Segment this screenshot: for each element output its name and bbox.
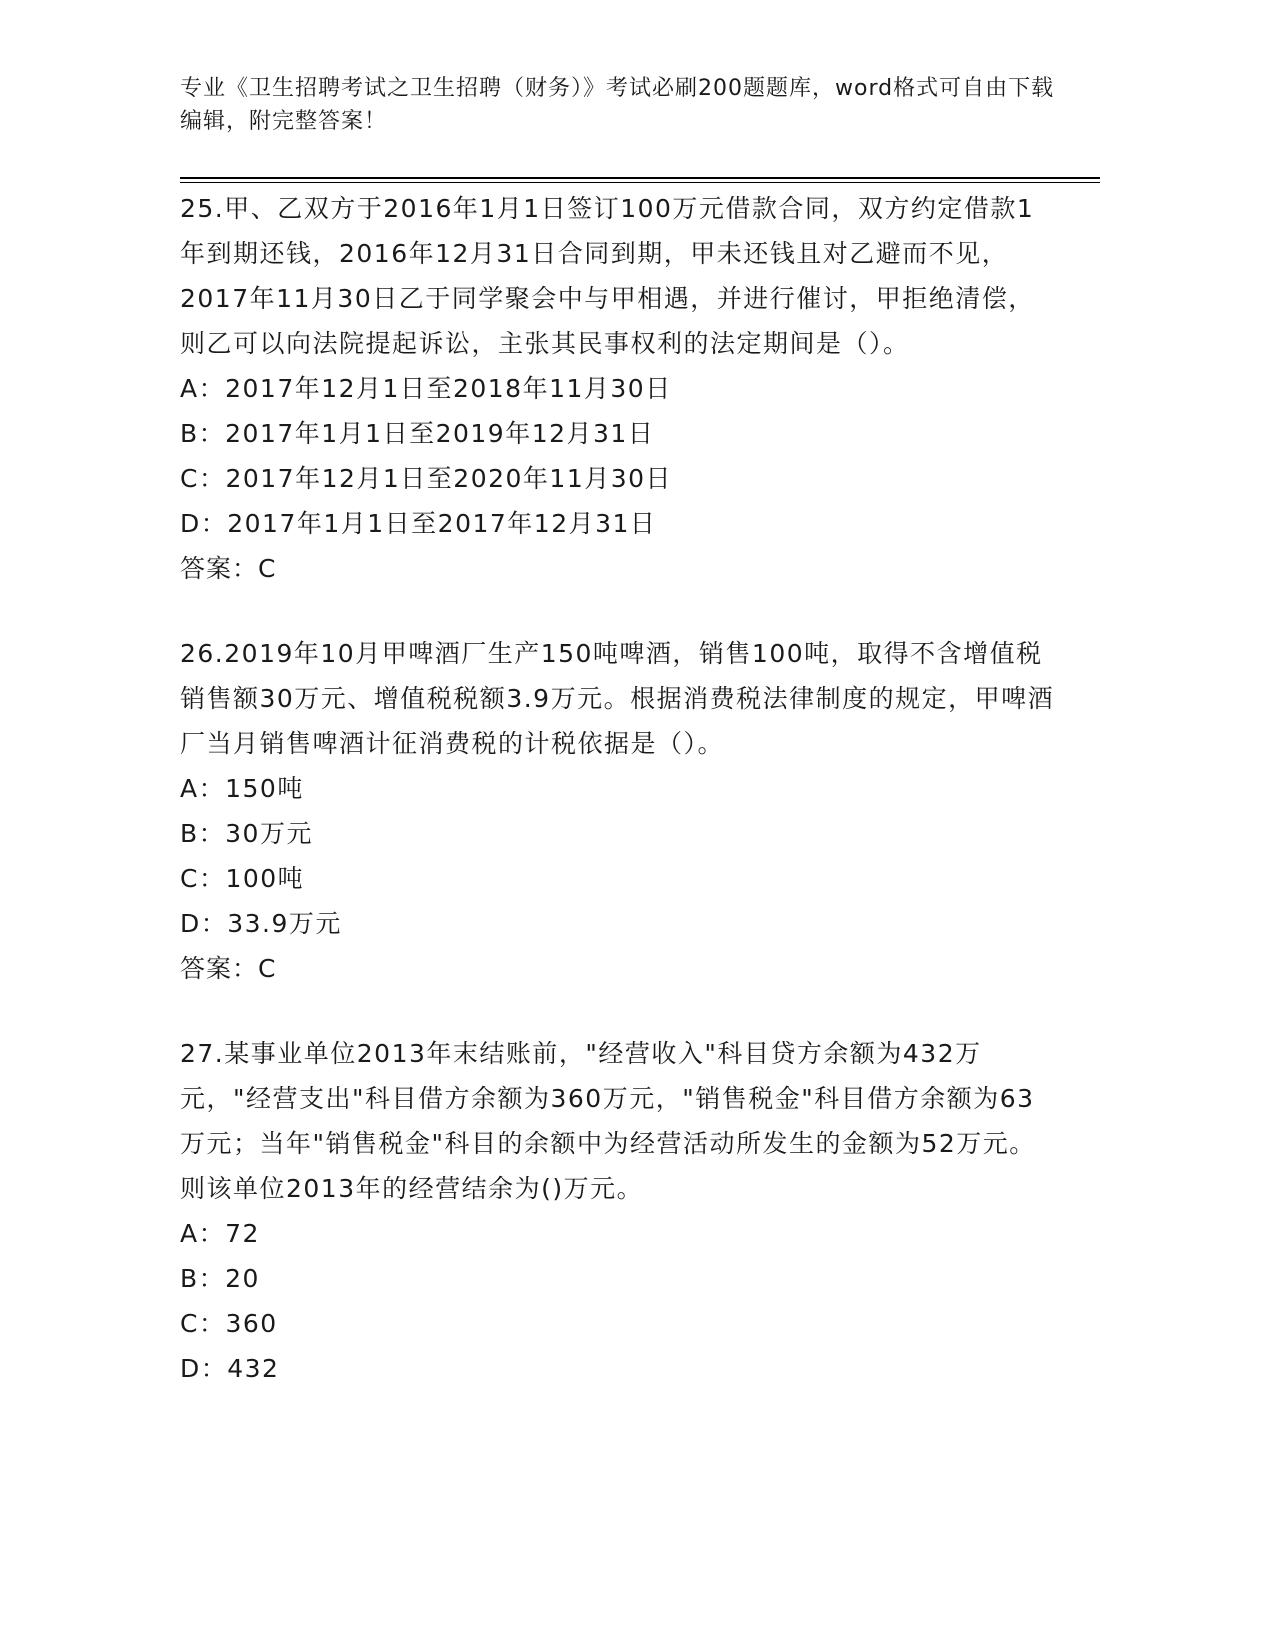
question-list: [180, 186, 1060, 1391]
question-27: [180, 1031, 1060, 1391]
question-stem: 26.2019年10月甲啤酒厂生产150吨啤酒，销售100吨，取得不含增值税销售额30万元、增值税税额3.9万元。根据消费税法律制度的规定，甲啤酒厂当月销售啤酒计征消费税的计税依据是（）。: [180, 639, 1055, 758]
header-rule-thin: [180, 182, 1100, 183]
option-b: B：20: [180, 1264, 260, 1293]
option-a: A：150吨: [180, 774, 304, 803]
question-gap: [180, 991, 1060, 1031]
option-b: B：30万元: [180, 819, 313, 848]
option-c: C：100吨: [180, 864, 305, 893]
document-header: 专业《卫生招聘考试之卫生招聘（财务）》考试必刷200题题库，word格式可自由下载编辑，附完整答案！: [180, 76, 1055, 134]
option-a: A：2017年12月1日至2018年11月30日: [180, 374, 672, 403]
option-c: C：2017年12月1日至2020年11月30日: [180, 464, 673, 493]
answer-line: 答案：C: [180, 954, 277, 983]
question-gap: [180, 591, 1060, 631]
answer-line: 答案：C: [180, 554, 277, 583]
option-b: B：2017年1月1日至2019年12月31日: [180, 419, 655, 448]
question-stem: 27.某事业单位2013年末结账前，"经营收入"科目贷方余额为432万元，"经营支出"科目借方余额为360万元，"销售税金"科目借方余额为63万元；当年"销售税金"科目的余额中为经营活动所发生的金额为52万元。则该单位2013年的经营结余为()万元。: [180, 1039, 1036, 1203]
option-d: D：2017年1月1日至2017年12月31日: [180, 509, 657, 538]
header-rule-thick: [180, 177, 1100, 179]
question-25: [180, 186, 1060, 591]
option-d: D：432: [180, 1354, 280, 1383]
option-d: D：33.9万元: [180, 909, 342, 938]
option-c: C：360: [180, 1309, 278, 1338]
option-a: A：72: [180, 1219, 260, 1248]
question-26: [180, 631, 1060, 991]
question-stem: 25.甲、乙双方于2016年1月1日签订100万元借款合同，双方约定借款1年到期还钱，2016年12月31日合同到期，甲未还钱且对乙避而不见，2017年11月30日乙于同学聚会中与甲相遇，并进行催讨，甲拒绝清偿，则乙可以向法院提起诉讼，主张其民事权利的法定期间是（）。: [180, 194, 1035, 358]
